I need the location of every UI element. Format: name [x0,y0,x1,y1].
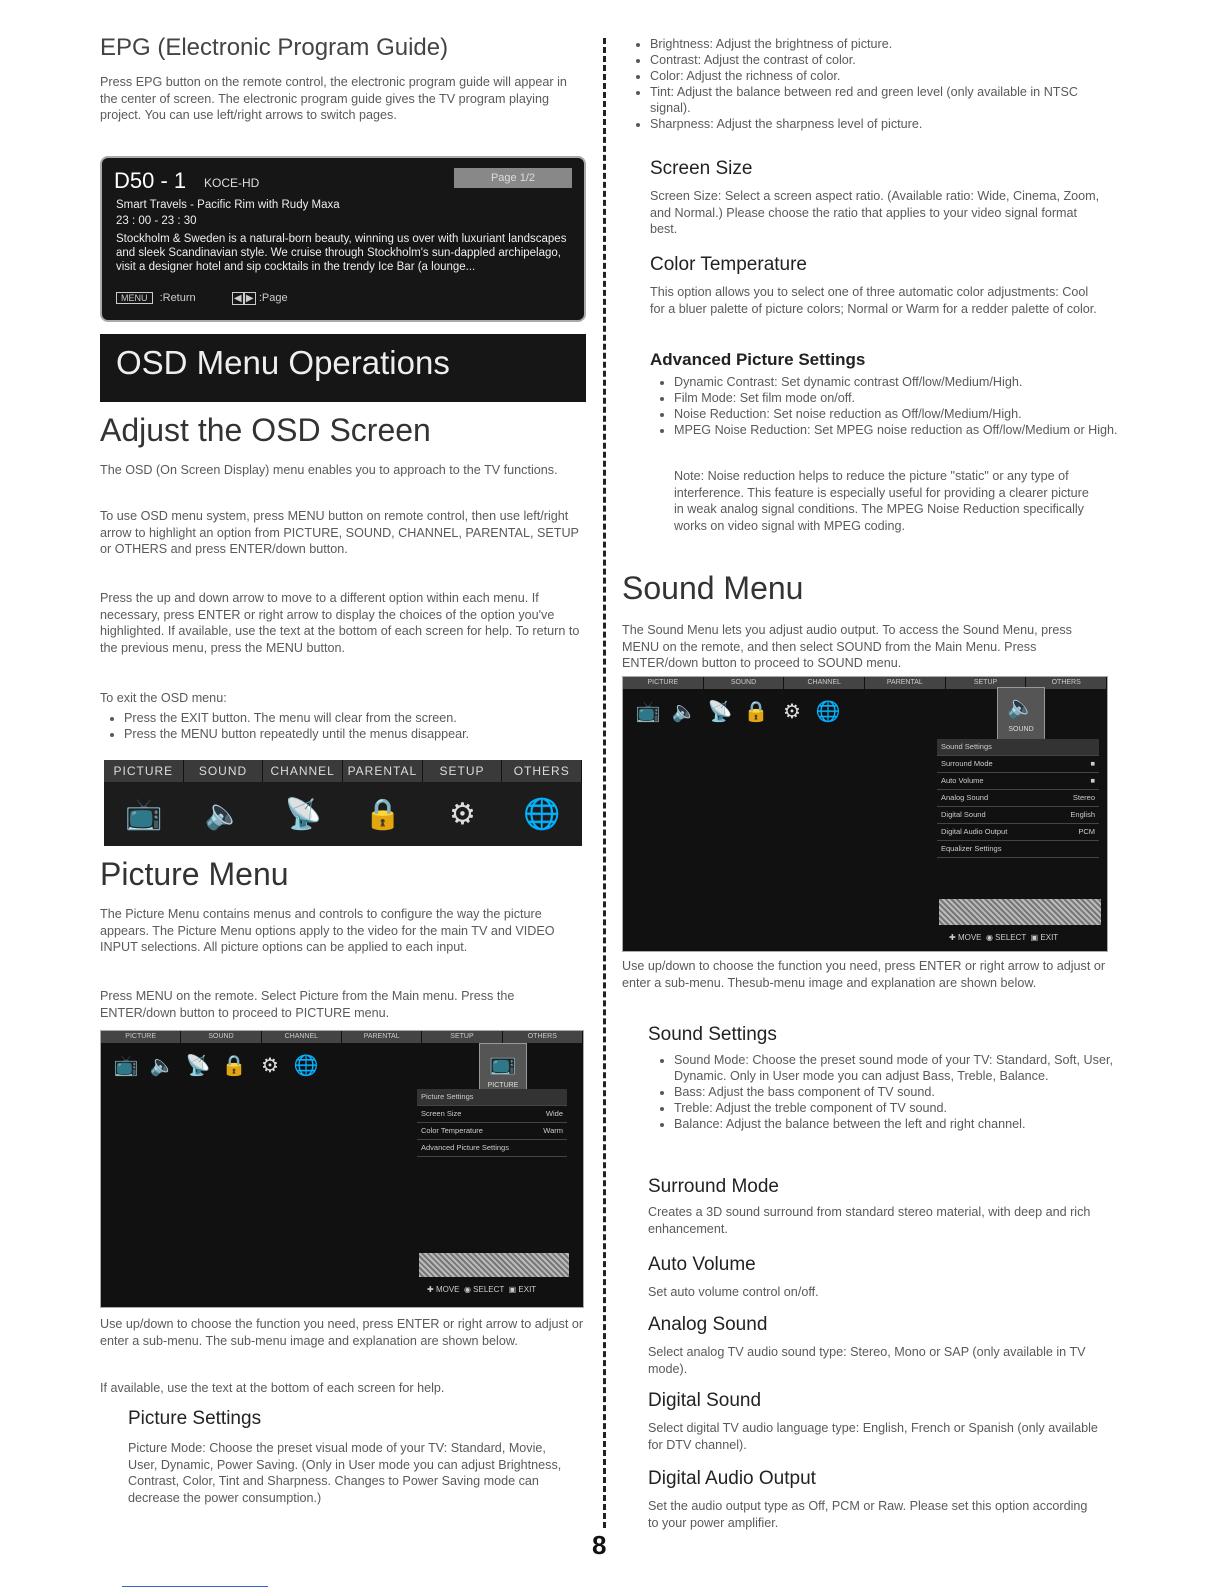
list-item: • Press the EXIT button. The menu will clear from the screen. [124,710,586,726]
gears-icon[interactable]: ⚙ [449,797,476,831]
tab-parental[interactable]: PARENTAL [342,1031,422,1043]
tab-sound[interactable]: SOUND [181,1031,261,1043]
select-icon: ◉ [463,1285,471,1294]
list-item: • Noise Reduction: Set noise reduction as Off/low/Medium/High. [674,406,1120,422]
epg-time: 23 : 00 - 23 : 30 [116,215,197,227]
osd-banner-text: OSD Menu Operations [116,344,450,381]
osd-main-menu [104,760,582,846]
picture-p2: Press MENU on the remote. Select Picture from the Main menu. Press the ENTER/down button to proceed to PICTURE menu. [100,989,515,1020]
analog-sound-body: Select analog TV audio sound type: Stereo, Mono or SAP (only available in TV mode). [648,1345,1086,1376]
advanced-items-list [650,374,1120,438]
osd-exit-list [100,710,586,742]
picture-bottom-nav: ✚ MOVE ◉ SELECT ▣ EXIT [427,1285,537,1294]
submenu-row[interactable]: Digital Audio Output PCM [937,824,1099,841]
osd-p2: To use OSD menu system, press MENU button on remote control, then use left/right arrow to highlight an option from PICTURE, SOUND, CHANNEL, PARENTAL, SETUP or OTHERS and press ENTER/down button. [100,509,579,556]
digital-audio-output-body: Set the audio output type as Off, PCM or Raw. Please set this option according to your power amplifier. [648,1499,1088,1530]
list-item: • Balance: Adjust the balance between the left and right channel. [674,1116,1124,1132]
select-icon: ◉ [985,933,993,942]
list-item: • Dynamic Contrast: Set dynamic contrast Off/low/Medium/High. [674,374,1120,390]
gears-icon[interactable]: ⚙ [783,701,801,723]
epg-screen [100,156,586,322]
selected-menu-tile[interactable] [997,687,1045,741]
epg-station: KOCE-HD [204,176,260,190]
speaker-icon[interactable]: 🔈 [149,1055,175,1077]
lock-icon[interactable]: 🔒 [364,797,402,831]
help-text-area [419,1253,569,1277]
column-divider [603,38,606,1528]
globe-icon[interactable]: 🌐 [815,701,841,723]
picture-p1: The Picture Menu contains menus and controls to configure the way the picture appears. The Picture Menu options apply to the video for the main TV and VIDEO INPUT selections. All picture options can be applied to each input. [100,907,555,954]
satellite-dish-icon[interactable]: 📡 [185,1055,211,1077]
epg-program: Smart Travels - Pacific Rim with Rudy Maxa [116,199,340,211]
exit-icon: ▣ [508,1285,517,1294]
epg-page-label: :Page [258,292,288,304]
picture-items-list [626,36,1102,132]
selected-menu-label: PICTURE [487,1082,519,1089]
osd-p3: Press the up and down arrow to move to a different option within each menu. If necessary, press ENTER or right arrow to display the choices of the option you've highlighted. If available, use the text at the bottom of each screen for help. To return to the previous menu, press the MENU button. [100,591,580,655]
tab-channel[interactable]: CHANNEL [784,677,865,689]
epg-body: Press EPG button on the remote control, the electronic program guide will appear in the center of screen. The electronic program guide gives the TV program playing project. You can use left/right arrows to switch pages. [100,75,567,122]
speaker-icon: 🔈 [1007,694,1035,719]
move-icon: ✚ [427,1285,434,1294]
globe-icon[interactable]: 🌐 [523,797,561,831]
list-item: • MPEG Noise Reduction: Set MPEG noise reduction as Off/low/Medium or High. [674,422,1120,438]
tab-sound[interactable]: SOUND [704,677,785,689]
tab-parental[interactable]: PARENTAL [343,760,423,782]
tv-icon: 📺 [489,1050,517,1075]
picture-p3: Use up/down to choose the function you need, press ENTER or right arrow to adjust or enter a sub-menu. The sub-menu image and explanation are shown below. [100,1317,584,1348]
submenu-row[interactable]: Screen Size Wide [417,1106,567,1123]
submenu-row[interactable]: Analog Sound Stereo [937,790,1099,807]
exit-icon: ▣ [1030,933,1039,942]
list-item: • Bass: Adjust the bass component of TV sound. [674,1084,1124,1100]
tab-picture[interactable]: PICTURE [104,760,184,782]
submenu-row[interactable]: Auto Volume ■ [937,773,1099,790]
satellite-dish-icon[interactable]: 📡 [707,701,733,723]
right-arrow-icon: ▶ [244,292,256,305]
submenu-row[interactable]: Advanced Picture Settings [417,1140,567,1157]
epg-footer [116,292,288,305]
sound-menu-heading: Sound Menu [622,570,804,606]
list-item: • Tint: Adjust the balance between red and green level (only available in NTSC signal). [650,84,1102,116]
auto-volume-heading: Auto Volume [648,1254,756,1275]
list-item: • Color: Adjust the richness of color. [650,68,1102,84]
osd-exit-intro: To exit the OSD menu: [100,691,227,705]
lock-icon[interactable]: 🔒 [743,701,769,723]
analog-sound-heading: Analog Sound [648,1314,768,1335]
submenu-title: Picture Settings [417,1089,567,1106]
help-text-area [939,899,1101,925]
list-item: • Treble: Adjust the treble component of TV sound. [674,1100,1124,1116]
epg-channel: D50 - 1 [114,168,187,193]
list-item: • Sharpness: Adjust the sharpness level of picture. [650,116,1102,132]
epg-description: Stockholm & Sweden is a natural-born beauty, winning us over with luxuriant landscapes and sleek Scandinavian style. We cruise through Stockholm's sun-dappled archipelago, visit a designer hotel and sip cocktails in the trendy Ice Bar (a lounge... [116,233,567,273]
sound-p2: Use up/down to choose the function you need, press ENTER or right arrow to adjust or enter a sub-menu. Thesub-menu image and explanation are shown below. [622,959,1106,990]
submenu-row[interactable]: Surround Mode ■ [937,756,1099,773]
menu-key-icon: MENU [116,292,153,304]
speaker-icon[interactable]: 🔈 [204,797,243,831]
adjust-osd-heading: Adjust the OSD Screen [100,412,431,448]
auto-volume-body: Set auto volume control on/off. [648,1285,819,1299]
osd-banner [100,334,586,402]
lock-icon[interactable]: 🔒 [221,1055,247,1077]
color-temperature-heading: Color Temperature [650,254,808,275]
screen-size-heading: Screen Size [650,158,753,179]
digital-sound-body: Select digital TV audio language type: English, French or Spanish (only available for DTV channel). [648,1421,1098,1452]
tab-setup[interactable]: SETUP [422,1031,502,1043]
sound-submenu [937,739,1099,858]
digital-sound-heading: Digital Sound [648,1390,762,1411]
tab-setup[interactable]: SETUP [946,677,1027,689]
submenu-row[interactable]: Equalizer Settings [937,841,1099,858]
tab-setup[interactable]: SETUP [423,760,503,782]
sound-bottom-nav: ✚ MOVE ◉ SELECT ▣ EXIT [949,933,1059,942]
selected-menu-label: SOUND [1008,726,1034,733]
list-item: • Contrast: Adjust the contrast of color. [650,52,1102,68]
tv-icon[interactable]: 📺 [125,797,163,831]
list-item: • Film Mode: Set film mode on/off. [674,390,1120,406]
tab-others[interactable]: OTHERS [1026,677,1107,689]
surround-body: Creates a 3D sound surround from standard stereo material, with deep and rich enhancement. [648,1205,1091,1236]
picture-menu-heading: Picture Menu [100,856,289,892]
list-item: • Brightness: Adjust the brightness of picture. [650,36,1102,52]
sound-settings-heading: Sound Settings [648,1024,777,1045]
color-temperature-body: This option allows you to select one of three automatic color adjustments: Cool for a bluer palette of picture colors; Normal or Warm for a redder palette of color. [650,285,1097,316]
picture-settings-heading: Picture Settings [128,1408,262,1429]
left-arrow-icon: ◀ [232,292,244,305]
gears-icon[interactable]: ⚙ [261,1055,279,1077]
tab-channel[interactable]: CHANNEL [263,760,343,782]
digital-audio-output-heading: Digital Audio Output [648,1468,816,1489]
epg-heading: EPG (Electronic Program Guide) [100,34,449,61]
tab-parental[interactable]: PARENTAL [865,677,946,689]
advanced-picture-heading: Advanced Picture Settings [650,350,866,369]
osd-p1: The OSD (On Screen Display) menu enables you to approach to the TV functions. [100,463,558,477]
globe-icon[interactable]: 🌐 [293,1055,319,1077]
tv-icon[interactable]: 📺 [635,701,661,723]
picture-menu-screen [100,1030,584,1308]
picture-p4: If available, use the text at the bottom of each screen for help. [100,1381,445,1395]
tab-others[interactable]: OTHERS [503,1031,583,1043]
epg-return-label: :Return [159,292,196,304]
submenu-title: Sound Settings [937,739,1099,756]
tab-picture[interactable]: PICTURE [101,1031,181,1043]
speaker-icon[interactable]: 🔈 [671,701,697,723]
list-item: • Press the MENU button repeatedly until the menus disappear. [124,726,586,742]
tab-sound[interactable]: SOUND [184,760,264,782]
sound-settings-list [650,1052,1124,1132]
page-number: 8 [592,1530,607,1560]
epg-page-indicator: Page 1/2 [454,168,572,188]
satellite-dish-icon[interactable]: 📡 [284,797,322,831]
tv-icon[interactable]: 📺 [113,1055,139,1077]
move-icon: ✚ [949,933,956,942]
sound-menu-screen [622,676,1108,952]
picture-submenu [417,1089,567,1157]
screen-size-body: Screen Size: Select a screen aspect ratio. (Available ratio: Wide, Cinema, Zoom, and Normal.) Please choose the ratio that applies to your video signal format best. [650,189,1100,236]
surround-heading: Surround Mode [648,1176,779,1197]
list-item: • Sound Mode: Choose the preset sound mode of your TV: Standard, Soft, User, Dynamic. Only in User mode you can adjust Bass, Treble, Balance. [674,1052,1124,1084]
picture-settings-body: Picture Mode: Choose the preset visual mode of your TV: Standard, Movie, User, Dynamic, Power Saving. (Only in User mode you can adjust Brightness, Contrast, Color, Tint and Sharpness. Changes to Power Saving mode can decrease the power consumption.) [128,1441,562,1505]
submenu-row[interactable]: Color Temperature Warm [417,1123,567,1140]
submenu-row[interactable]: Digital Sound English [937,807,1099,824]
tab-picture[interactable]: PICTURE [623,677,704,689]
sound-p1: The Sound Menu lets you adjust audio output. To access the Sound Menu, press MENU on the remote, and then select SOUND from the Main Menu. Press ENTER/down button to proceed to SOUND menu. [622,623,1072,670]
noise-reduction-note: Note: Noise reduction helps to reduce the picture "static" or any type of interference. This feature is especially useful for providing a clearer picture in weak analog signal conditions. The MPEG Noise Reduction specifically works on video signal with MPEG coding. [674,469,1089,533]
tab-others[interactable]: OTHERS [502,760,582,782]
tab-channel[interactable]: CHANNEL [262,1031,342,1043]
